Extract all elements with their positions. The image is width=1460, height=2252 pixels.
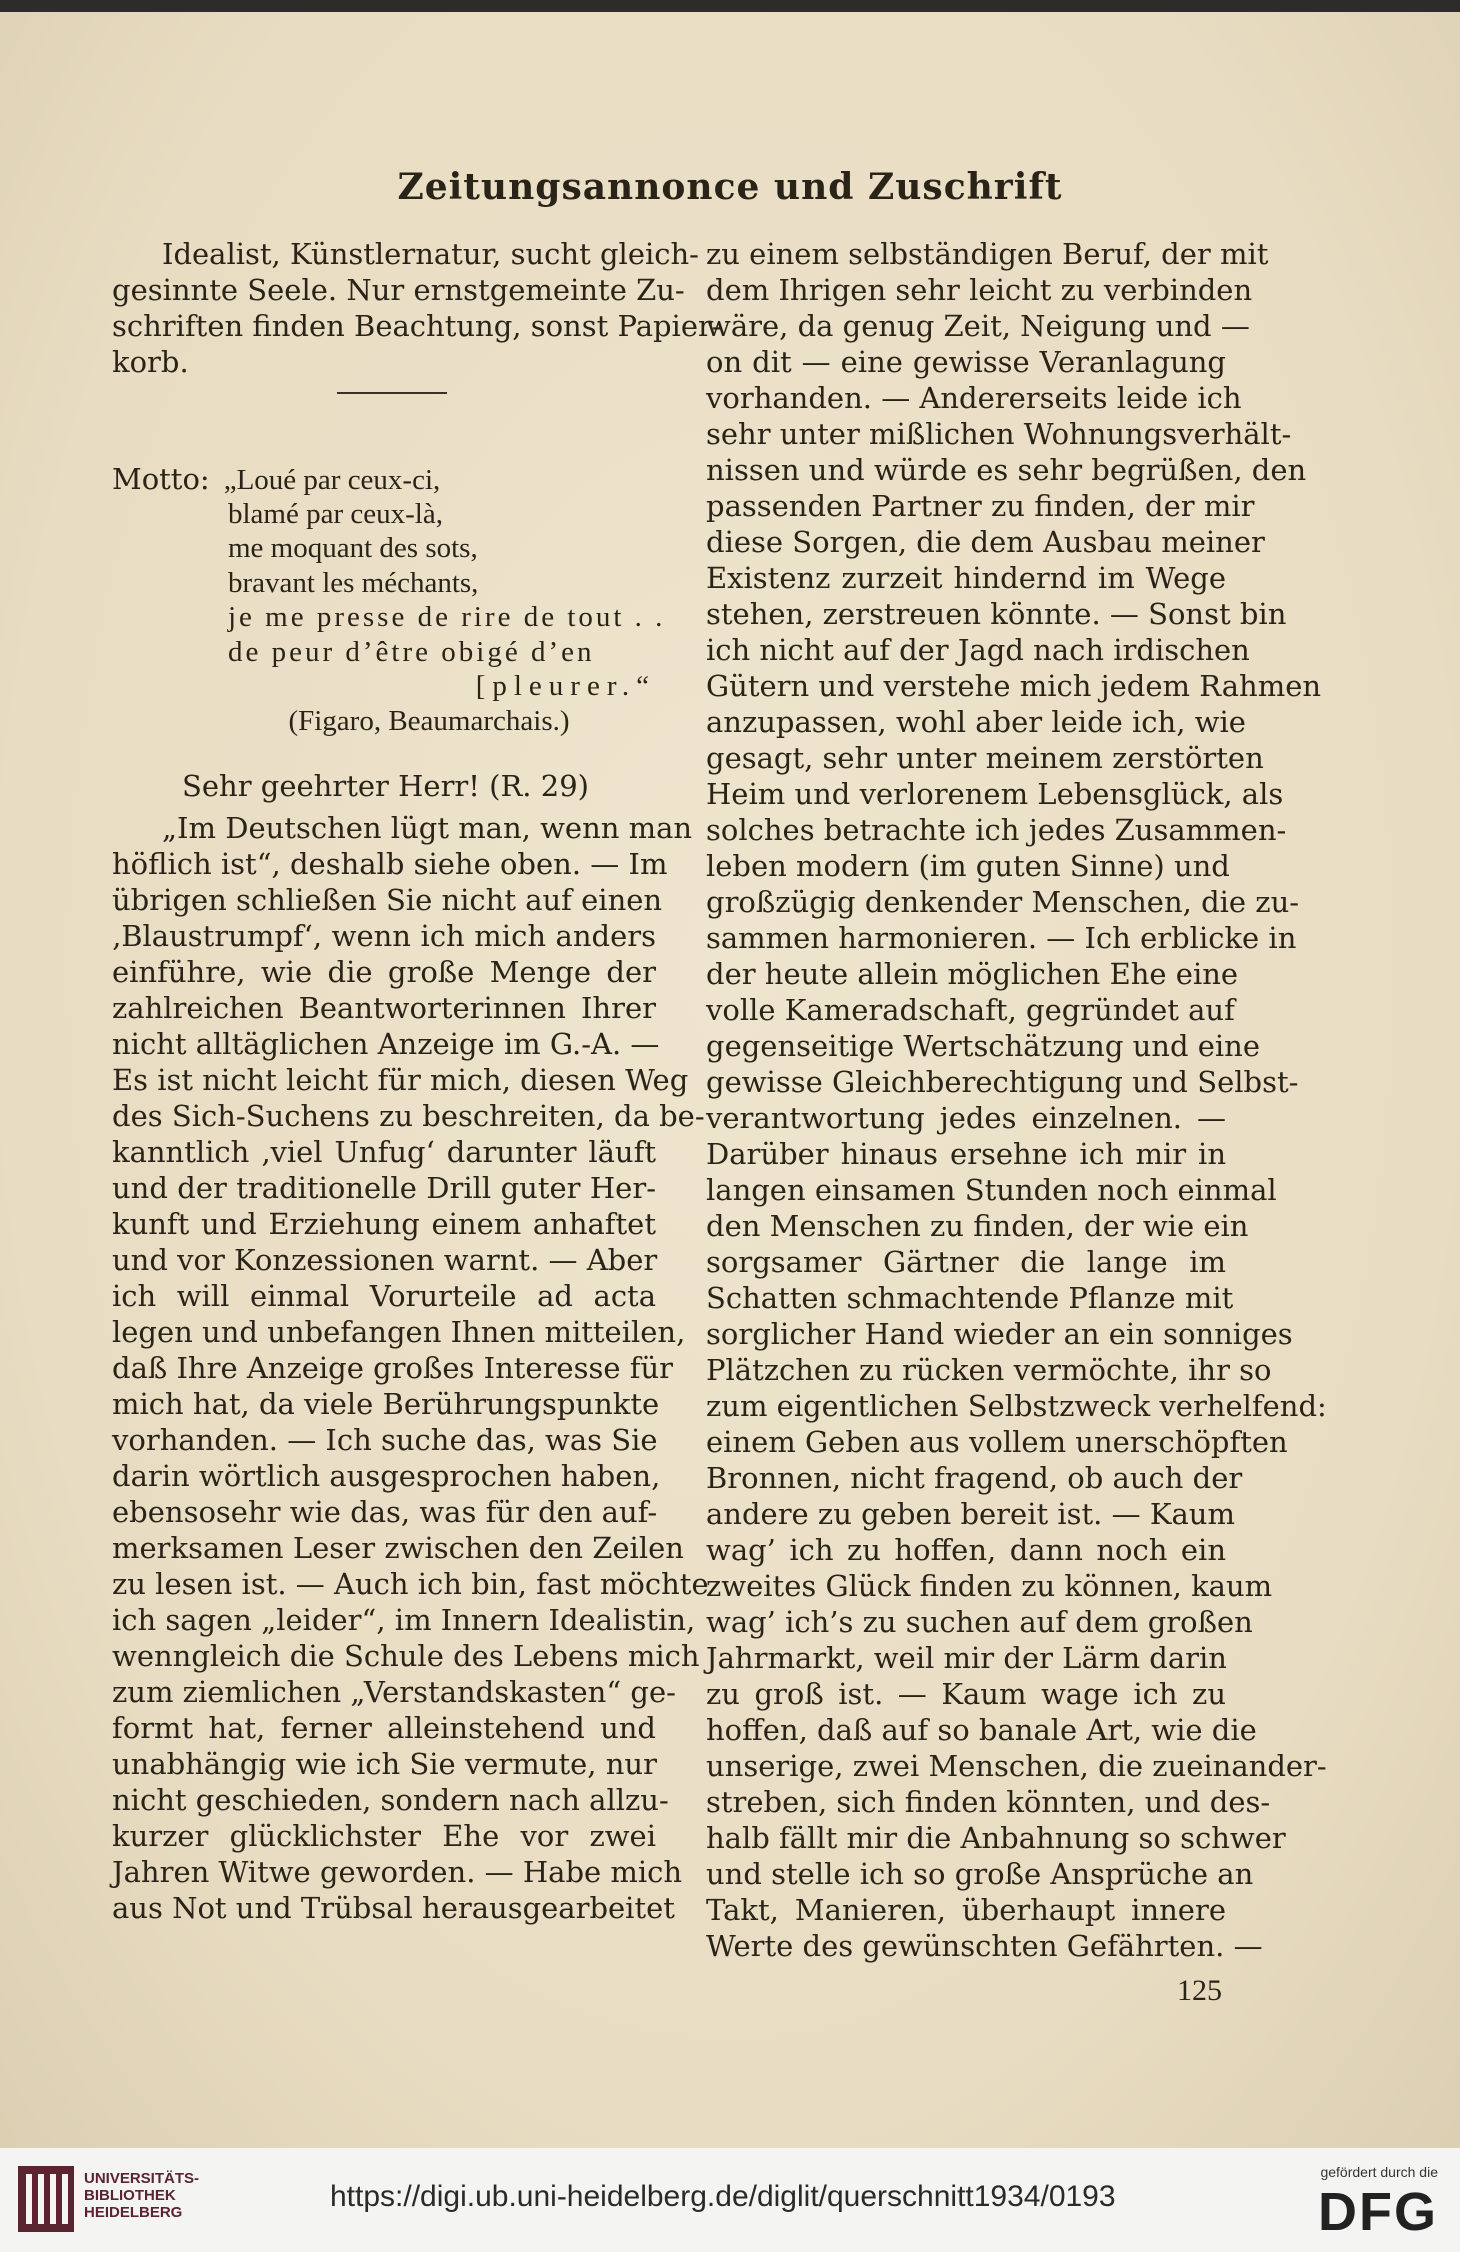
text-line: wag’ ich zu hoffen, dann noch ein [706,1533,1226,1567]
text-line: einem Geben aus vollem unerschöpften [706,1425,1288,1459]
text-line: vorhanden. — Andererseits leide ich [706,381,1242,415]
text-line: formt hat, ferner alleinstehend und [112,1711,656,1745]
advertisement-text [112,236,722,380]
text-line: zu einem selbständigen Beruf, der mit [706,237,1269,271]
text-line: Bronnen, nicht fragend, ob auch der [706,1461,1243,1495]
library-name-line: HEIDELBERG [84,2204,183,2221]
text-line: einführe, wie die große Menge der [112,955,656,989]
text-line: aus Not und Trübsal herausgearbeitet [112,1891,675,1925]
text-line: gewisse Gleichberechtigung und Selbst- [706,1065,1299,1099]
text-line: den Menschen zu finden, der wie ein [706,1209,1249,1243]
text-line: sorglicher Hand wieder an ein sonniges [706,1317,1293,1351]
text-line: wenngleich die Schule des Lebens mich [112,1639,700,1673]
text-line: volle Kameradschaft, gegründet auf [706,993,1235,1027]
text-line: Plätzchen zu rücken vermöchte, ihr so [706,1353,1272,1387]
text-line: großzügig denkender Menschen, die zu- [706,885,1300,919]
separator-rule [337,392,447,394]
text-line: kunft und Erziehung einem anhaftet [112,1207,656,1241]
letter-body-right [706,236,1327,1964]
text-line: zu lesen ist. — Auch ich bin, fast möchte [112,1567,709,1601]
motto-text: „Loué par ceux-ci, [223,464,441,496]
text-line: Es ist nicht leicht für mich, diesen Weg [112,1063,689,1097]
text-line: nissen und würde es sehr begrüßen, den [706,453,1307,487]
text-line: dem Ihrigen sehr leicht zu verbinden [706,273,1253,307]
text-line: Werte des gewünschten Gefährten. — [706,1929,1263,1963]
article-title: Zeitungsannonce und Zuschrift [397,166,1063,208]
text-line: ich nicht auf der Jagd nach irdischen [706,633,1250,667]
motto-line: de peur d’être obigé d’en [228,635,595,668]
ad-line: korb. [112,345,189,379]
text-line: unserige, zwei Menschen, die zueinander- [706,1749,1327,1783]
scan-edge [0,0,1460,12]
text-line: unabhängig wie ich Sie vermute, nur [112,1747,657,1781]
text-line: ich will einmal Vorurteile ad acta [112,1279,656,1313]
text-line: und stelle ich so große Ansprüche an [706,1857,1254,1891]
text-line: Jahrmarkt, weil mir der Lärm darin [706,1641,1227,1675]
text-line: übrigen schließen Sie nicht auf einen [112,883,663,917]
library-name [84,2170,244,2221]
text-line: höflich ist“, deshalb siehe oben. — Im [112,847,668,881]
text-line: nicht geschieden, sondern nach allzu- [112,1783,669,1817]
text-line: gesagt, sehr unter meinem zerstörten [706,741,1264,775]
text-line: zweites Glück finden zu können, kaum [706,1569,1273,1603]
text-line: Heim und verlorenem Lebensglück, als [706,777,1284,811]
library-logo-icon [16,2164,76,2234]
text-line: sorgsamer Gärtner die lange im [706,1245,1226,1279]
text-line: passenden Partner zu finden, der mir [706,489,1255,523]
page-number: 125 [1177,1974,1222,2007]
text-line: zu groß ist. — Kaum wage ich zu [706,1677,1226,1711]
text-line: darin wörtlich ausgesprochen haben, [112,1459,661,1493]
text-line: zahlreichen Beantworterinnen Ihrer [112,991,656,1025]
text-line: ich sagen „leider“, im Innern Idealistin, [112,1603,696,1637]
text-line: nicht alltäglichen Anzeige im G.-A. — [112,1027,660,1061]
ad-line: gesinnte Seele. Nur ernstgemeinte Zu- [112,273,685,307]
text-line: wag’ ich’s zu suchen auf dem großen [706,1605,1253,1639]
text-line: wäre, da genug Zeit, Neigung und — [706,309,1250,343]
text-line: und der traditionelle Drill guter Her- [112,1171,656,1205]
letter-body-left [112,810,709,1926]
text-line: kurzer glücklichster Ehe vor zwei [112,1819,656,1853]
text-line: vorhanden. — Ich suche das, was Sie [112,1423,658,1457]
text-line: merksamen Leser zwischen den Zeilen [112,1531,684,1565]
text-line: langen einsamen Stunden noch einmal [706,1173,1277,1207]
text-line: Jahren Witwe geworden. — Habe mich [112,1855,683,1889]
text-line: on dit — eine gewisse Veranlagung [706,345,1226,379]
text-line: Darüber hinaus ersehne ich mir in [706,1137,1226,1171]
motto-line: [pleurer.“ [475,670,656,702]
motto-line: me moquant des sots, [228,532,478,564]
text-line: zum eigentlichen Selbstzweck verhelfend: [706,1389,1327,1423]
ad-line: schriften finden Beachtung, sonst Papier- [112,309,722,343]
motto-label: Motto: [112,462,210,496]
text-line: kanntlich ‚viel Unfug‘ darunter läuft [112,1135,656,1169]
motto-line: je me presse de rire de tout . . [228,601,666,633]
text-line: anzupassen, wohl aber leide ich, wie [706,705,1246,739]
text-line: der heute allein möglichen Ehe eine [706,957,1239,991]
text-line: des Sich-Suchens zu beschreiten, da be- [112,1099,705,1133]
text-line: stehen, zerstreuen könnte. — Sonst bin [706,597,1287,631]
salutation: Sehr geehrter Herr! (R. 29) [182,769,589,803]
motto-line [112,462,656,497]
left-column [112,236,722,1926]
permalink-url[interactable]: https://digi.ub.uni-heidelberg.de/diglit/querschnitt1934/0193 [330,2180,1116,2213]
text-line: Existenz zurzeit hindernd im Wege [706,561,1226,595]
motto-block [112,462,666,738]
text-line: mich hat, da viele Berührungspunkte [112,1387,660,1421]
text-line: Schatten schmachtende Pflanze mit [706,1281,1234,1315]
dfg-logo: DFG [1318,2182,1438,2242]
text-line: gegenseitige Wertschätzung und eine [706,1029,1261,1063]
text-line: und vor Konzessionen warnt. — Aber [112,1243,658,1277]
text-line: halb fällt mir die Anbahnung so schwer [706,1821,1286,1855]
text-line: diese Sorgen, die dem Ausbau meiner [706,525,1265,559]
viewer-footer [0,2148,1460,2252]
text-line: ebensosehr wie das, was für den auf- [112,1495,658,1529]
text-line: Takt, Manieren, überhaupt innere [706,1893,1226,1927]
motto-line: bravant les méchants, [228,566,479,599]
right-column [706,236,1327,1964]
text-line: solches betrachte ich jedes Zusammen- [706,813,1287,847]
ad-line: Idealist, Künstlernatur, sucht gleich- [162,237,699,271]
text-line: andere zu geben bereit ist. — Kaum [706,1497,1235,1531]
text-line: hoffen, daß auf so banale Art, wie die [706,1713,1257,1747]
library-name-line: UNIVERSITÄTS- [84,2170,200,2187]
text-line: streben, sich finden könnten, und des- [706,1785,1271,1819]
text-line: leben modern (im guten Sinne) und [706,849,1230,883]
library-name-line: BIBLIOTHEK [84,2187,176,2204]
motto-attribution: (Figaro, Beaumarchais.) [288,704,570,737]
text-line: legen und unbefangen Ihnen mitteilen, [112,1315,686,1349]
text-line: sehr unter mißlichen Wohnungsverhält- [706,417,1292,451]
text-line: „Im Deutschen lügt man, wenn man [162,811,693,845]
text-line: Gütern und verstehe mich jedem Rahmen [706,669,1322,703]
text-line: zum ziemlichen „Verstandskasten“ ge- [112,1675,676,1709]
text-line: sammen harmonieren. — Ich erblicke in [706,921,1297,955]
funding-label: gefördert durch die [1320,2164,1438,2180]
text-line: ‚Blaustrumpf‘, wenn ich mich anders [112,919,656,953]
motto-line: blamé par ceux-là, [228,497,443,530]
text-line: verantwortung jedes einzelnen. — [706,1101,1226,1135]
text-line: daß Ihre Anzeige großes Interesse für [112,1351,674,1385]
